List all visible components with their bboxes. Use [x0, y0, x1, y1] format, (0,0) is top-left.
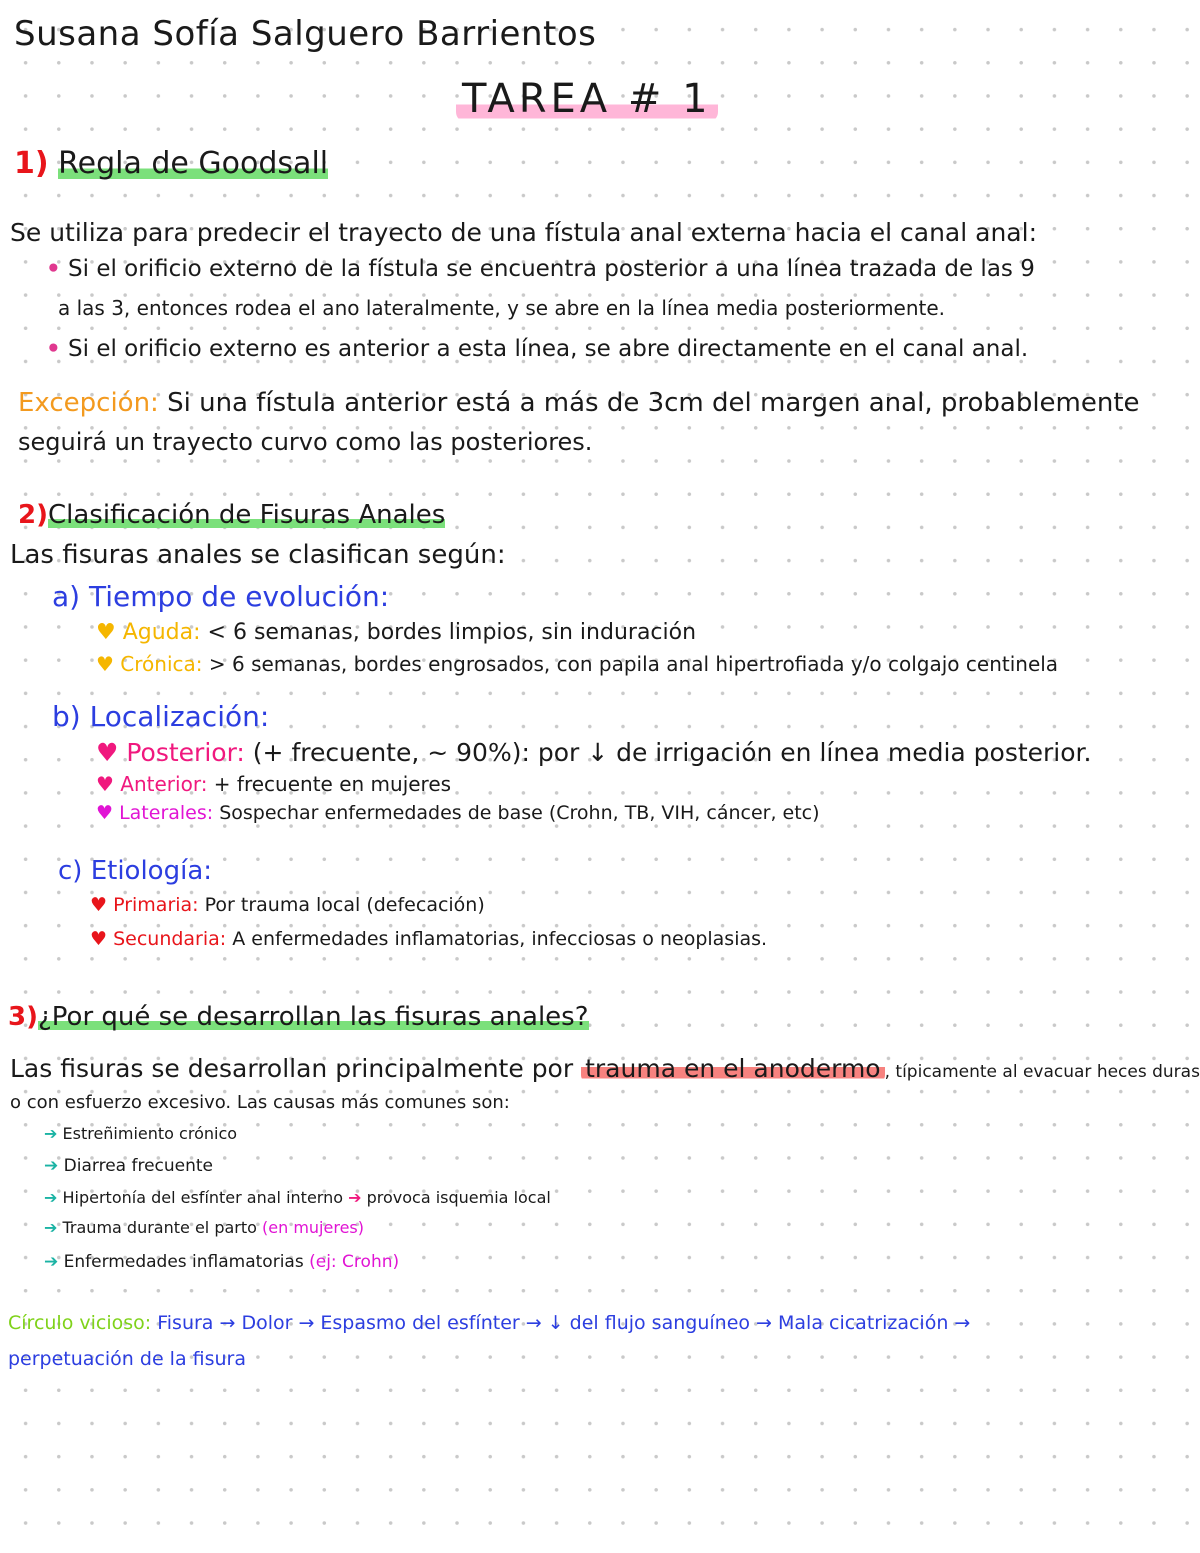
laterales-text: Sospechar enfermedades de base (Crohn, TB, VIH, cáncer, etc) [219, 802, 820, 824]
section-2-intro: Las fisuras anales se clasifican según: [10, 540, 506, 570]
subsection-a-label: a) Tiempo de evolución: [52, 580, 390, 613]
item-primaria [90, 894, 485, 916]
section-1-bullet-1-cont: a las 3, entonces rodea el ano lateralmente, y se abre en la línea media posteriormente. [58, 296, 946, 320]
arrow-right-icon: ➔ [44, 1188, 58, 1207]
posterior-text: (+ frecuente, ~ 90%): por ↓ de irrigación en línea media posterior. [252, 738, 1092, 767]
cause-2: ➔ Diarrea frecuente [44, 1156, 214, 1176]
section-3-title: ¿Por qué se desarrollan las fisuras anales? [37, 1002, 589, 1032]
posterior-label: ♥ Posterior: [96, 738, 245, 767]
cause-5: ➔ Enfermedades inflamatorias (ej: Crohn) [44, 1252, 400, 1272]
intro-part-b: , típicamente al evacuar heces duras [884, 1062, 1200, 1082]
secundaria-label: ♥ Secundaria: [90, 928, 227, 950]
section-3-intro-2: o con esfuerzo excesivo. Las causas más comunes son: [10, 1092, 510, 1113]
exception-line [18, 388, 1140, 418]
bullet-2-text: Si el orificio externo es anterior a esta línea, se abre directamente en el canal anal. [68, 336, 1029, 362]
cycle-label: Círculo vicioso: [8, 1312, 152, 1334]
section-1-heading [14, 146, 328, 181]
secundaria-text: A enfermedades inflamatorias, infecciosas o neoplasias. [232, 928, 768, 950]
arrow-right-icon: ➔ [44, 1252, 59, 1272]
bullet-1-line-1: Si el orificio externo de la fístula se encuentra posterior a una línea trazada de las 9 [68, 256, 1035, 282]
section-3-intro [10, 1054, 1200, 1083]
item-laterales [96, 802, 820, 824]
subsection-c-label: c) Etiología: [58, 856, 213, 886]
primaria-label: ♥ Primaria: [90, 894, 199, 916]
highlight-anodermo: trauma en el anodermo [581, 1054, 885, 1083]
exception-label: Excepción: [18, 388, 159, 418]
section-1-bullet-1 [46, 256, 1035, 282]
primaria-text: Por trauma local (defecación) [204, 894, 485, 916]
arrow-right-icon: ➔ [44, 1218, 58, 1237]
arrow-right-icon: ➔ [44, 1124, 58, 1143]
cause-4: ➔ Trauma durante el parto (en mujeres) [44, 1218, 364, 1237]
author-name: Susana Sofía Salguero Barrientos [14, 14, 597, 54]
cronica-label: ♥ Crónica: [96, 652, 203, 676]
section-2-number: 2) [18, 500, 48, 530]
section-3-heading [8, 1002, 589, 1032]
exception-text: Si una fístula anterior está a más de 3cm del margen anal, probablemente [167, 388, 1140, 418]
anterior-text: + frecuente en mujeres [213, 772, 452, 796]
item-cronica [96, 652, 1058, 676]
arrow-right-icon: ➔ [44, 1156, 59, 1176]
cause-5-note: (ej: Crohn) [309, 1252, 400, 1272]
vicious-cycle [8, 1312, 970, 1334]
cause-4-note: (en mujeres) [262, 1218, 364, 1237]
bullet-dot-icon: • [46, 336, 61, 362]
section-1-title: Regla de Goodsall [58, 146, 329, 181]
arrow-right-icon: ➔ [348, 1188, 362, 1207]
section-3-number: 3) [8, 1002, 38, 1032]
exception-line-2: seguirá un trayecto curvo como las posteriores. [18, 428, 593, 456]
vicious-cycle-2: perpetuación de la fisura [8, 1348, 246, 1370]
title-text: TAREA # 1 [456, 76, 718, 122]
cause-1: ➔ Estreñimiento crónico [44, 1124, 238, 1143]
anterior-label: ♥ Anterior: [96, 772, 208, 796]
item-anterior [96, 772, 451, 796]
aguda-text: < 6 semanas, bordes limpios, sin induración [207, 620, 697, 645]
aguda-label: ♥ Aguda: [96, 620, 201, 645]
section-1-number: 1) [14, 146, 49, 181]
cause-3: ➔ Hipertonía del esfínter anal interno ➔ provoca isquemia local [44, 1188, 551, 1207]
item-posterior [96, 738, 1091, 767]
item-aguda [96, 620, 696, 645]
bullet-dot-icon: • [46, 256, 61, 282]
section-2-title: Clasificación de Fisuras Anales [47, 500, 446, 530]
page-title [456, 76, 718, 122]
section-1-bullet-2 [46, 336, 1028, 362]
section-2-heading [18, 500, 445, 530]
cronica-text: > 6 semanas, bordes engrosados, con papila anal hipertrofiada y/o colgajo centinela [208, 652, 1059, 676]
subsection-b-label: b) Localización: [52, 700, 270, 733]
laterales-label: ♥ Laterales: [96, 802, 214, 824]
intro-part-a: Las fisuras se desarrollan principalmente por [10, 1054, 574, 1083]
section-1-intro: Se utiliza para predecir el trayecto de una fístula anal externa hacia el canal anal: [10, 218, 1037, 247]
item-secundaria [90, 928, 767, 950]
cycle-line-1: Fisura → Dolor → Espasmo del esfínter → ↓ del flujo sanguíneo → Mala cicatrización → [157, 1312, 971, 1334]
